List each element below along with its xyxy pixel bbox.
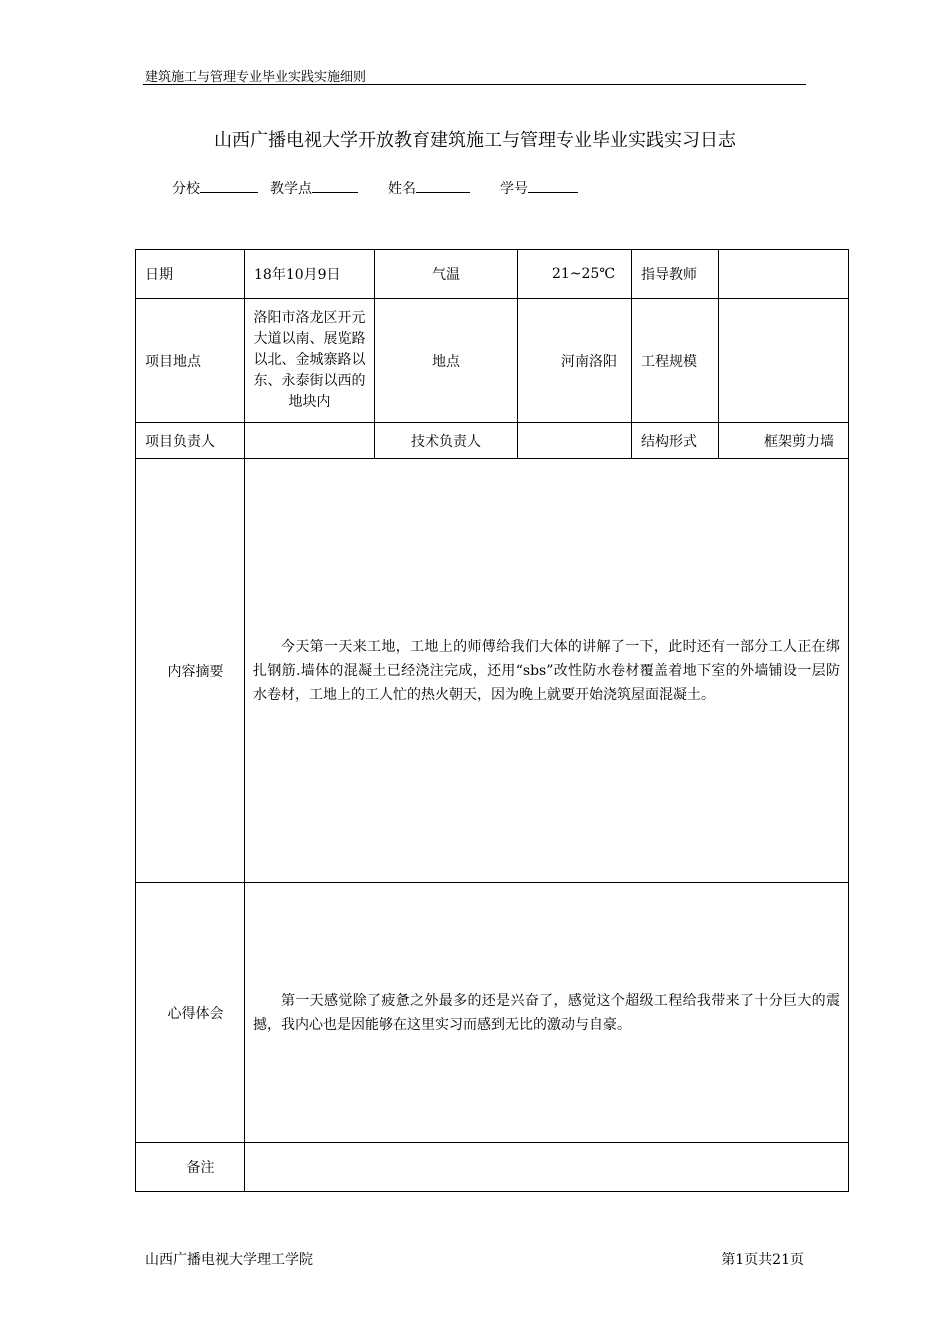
project-scale-value[interactable] [719, 299, 849, 423]
student-id-field [500, 178, 578, 198]
remarks-value[interactable] [245, 1143, 849, 1192]
teaching-point-blank[interactable] [312, 178, 358, 193]
temperature-value[interactable]: 21~25℃ [518, 250, 632, 299]
date-value[interactable]: 18年10月9日 [245, 250, 375, 299]
name-field [388, 178, 470, 198]
table-row [136, 1143, 849, 1192]
date-label: 日期 [136, 250, 245, 299]
footer-institution: 山西广播电视大学理工学院 [145, 1252, 313, 1268]
location-label: 地点 [375, 299, 518, 423]
student-id-label: 学号 [500, 181, 528, 197]
remarks-label: 备注 [136, 1143, 245, 1192]
branch-blank[interactable] [200, 178, 258, 193]
project-scale-label: 工程规模 [632, 299, 719, 423]
reflection-text[interactable]: 第一天感觉除了疲惫之外最多的还是兴奋了，感觉这个超级工程给我带来了十分巨大的震撼，我内心也是因能够在这里实习而感到无比的激动与自豪。 [245, 883, 849, 1143]
branch-field [172, 178, 258, 198]
structure-type-label: 结构形式 [632, 423, 719, 459]
advisor-label: 指导教师 [632, 250, 719, 299]
project-site-value[interactable]: 洛阳市洛龙区开元大道以南、展览路以北、金城寨路以东、永泰街以西的地块内 [245, 299, 375, 423]
advisor-value[interactable] [719, 250, 849, 299]
table-row [136, 299, 849, 423]
summary-text[interactable]: 今天第一天来工地，工地上的师傅给我们大体的讲解了一下，此时还有一部分工人正在绑扎钢筋.墙体的混凝土已经浇注完成，还用“sbs”改性防水卷材覆盖着地下室的外墙铺设一层防水卷材，工地上的工人忙的热火朝天，因为晚上就要开始浇筑屋面混凝土。 [245, 459, 849, 883]
temperature-label: 气温 [375, 250, 518, 299]
structure-type-value[interactable]: 框架剪力墙 [719, 423, 849, 459]
location-value[interactable]: 河南洛阳 [518, 299, 632, 423]
table-row [136, 423, 849, 459]
teaching-point-label: 教学点 [270, 181, 312, 197]
project-manager-value[interactable] [245, 423, 375, 459]
internship-log-table [135, 249, 849, 1192]
project-manager-label: 项目负责人 [136, 423, 245, 459]
branch-label: 分校 [172, 181, 200, 197]
name-blank[interactable] [416, 178, 470, 193]
tech-lead-label: 技术负责人 [375, 423, 518, 459]
running-header: 建筑施工与管理专业毕业实践实施细则 [145, 70, 367, 85]
summary-label: 内容摘要 [136, 459, 245, 883]
name-label: 姓名 [388, 181, 416, 197]
page-title: 山西广播电视大学开放教育建筑施工与管理专业毕业实践实习日志 [214, 130, 736, 151]
header-rule [143, 84, 806, 85]
table-row [136, 883, 849, 1143]
teaching-point-field [270, 178, 358, 198]
project-site-label: 项目地点 [136, 299, 245, 423]
footer-page-number: 第1页共21页 [721, 1252, 804, 1268]
student-id-blank[interactable] [528, 178, 578, 193]
reflection-label: 心得体会 [136, 883, 245, 1143]
table-row [136, 250, 849, 299]
tech-lead-value[interactable] [518, 423, 632, 459]
table-row [136, 459, 849, 883]
